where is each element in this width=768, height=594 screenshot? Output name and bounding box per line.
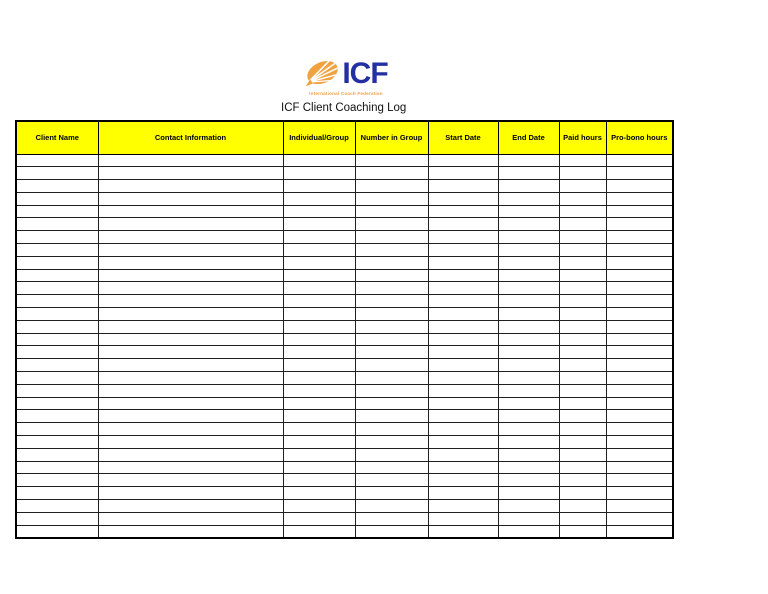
- table-cell: [98, 384, 283, 397]
- table-cell: [355, 192, 428, 205]
- table-row: [16, 333, 673, 346]
- table-cell: [559, 525, 606, 538]
- table-cell: [98, 461, 283, 474]
- table-cell: [606, 410, 673, 423]
- table-cell: [559, 500, 606, 513]
- table-cell: [606, 154, 673, 167]
- table-cell: [355, 500, 428, 513]
- table-cell: [498, 500, 559, 513]
- table-cell: [606, 218, 673, 231]
- table-cell: [355, 333, 428, 346]
- table-cell: [283, 448, 355, 461]
- table-cell: [355, 256, 428, 269]
- table-cell: [355, 525, 428, 538]
- table-cell: [16, 320, 98, 333]
- table-cell: [283, 192, 355, 205]
- table-row: [16, 410, 673, 423]
- table-row: [16, 295, 673, 308]
- table-cell: [606, 244, 673, 257]
- table-cell: [283, 167, 355, 180]
- table-cell: [283, 320, 355, 333]
- table-cell: [428, 256, 498, 269]
- page-title: ICF Client Coaching Log: [281, 102, 407, 114]
- table-cell: [428, 231, 498, 244]
- table-cell: [606, 359, 673, 372]
- table-cell: [428, 333, 498, 346]
- table-cell: [98, 167, 283, 180]
- table-cell: [355, 448, 428, 461]
- table-cell: [606, 256, 673, 269]
- table-cell: [283, 231, 355, 244]
- table-cell: [559, 244, 606, 257]
- table-cell: [98, 192, 283, 205]
- table-cell: [283, 256, 355, 269]
- table-cell: [428, 372, 498, 385]
- table-cell: [98, 423, 283, 436]
- table-cell: [16, 308, 98, 321]
- table-row: [16, 154, 673, 167]
- table-cell: [283, 461, 355, 474]
- table-cell: [606, 474, 673, 487]
- icf-logo-text: ICF: [342, 56, 388, 90]
- table-cell: [498, 218, 559, 231]
- table-cell: [98, 320, 283, 333]
- table-cell: [428, 410, 498, 423]
- table-row: [16, 436, 673, 449]
- table-row: [16, 487, 673, 500]
- table-cell: [428, 282, 498, 295]
- table-cell: [559, 218, 606, 231]
- table-cell: [498, 205, 559, 218]
- table-cell: [98, 154, 283, 167]
- table-cell: [355, 474, 428, 487]
- table-cell: [98, 448, 283, 461]
- table-cell: [16, 192, 98, 205]
- table-cell: [283, 372, 355, 385]
- table-row: [16, 372, 673, 385]
- table-cell: [559, 231, 606, 244]
- table-cell: [559, 423, 606, 436]
- table-cell: [355, 218, 428, 231]
- table-cell: [606, 436, 673, 449]
- table-cell: [428, 167, 498, 180]
- table-cell: [98, 256, 283, 269]
- table-cell: [559, 410, 606, 423]
- table-cell: [16, 231, 98, 244]
- table-cell: [428, 180, 498, 193]
- table-cell: [428, 384, 498, 397]
- table-cell: [283, 346, 355, 359]
- table-cell: [606, 295, 673, 308]
- table-cell: [98, 372, 283, 385]
- table-cell: [98, 512, 283, 525]
- table-cell: [498, 231, 559, 244]
- table-cell: [355, 423, 428, 436]
- table-cell: [16, 372, 98, 385]
- table-cell: [498, 448, 559, 461]
- table-row: [16, 448, 673, 461]
- table-cell: [606, 333, 673, 346]
- table-cell: [355, 397, 428, 410]
- table-cell: [283, 474, 355, 487]
- table-row: [16, 269, 673, 282]
- table-cell: [559, 167, 606, 180]
- table-cell: [498, 461, 559, 474]
- table-cell: [16, 295, 98, 308]
- icf-logo-row: [304, 57, 387, 90]
- table-cell: [98, 359, 283, 372]
- table-cell: [283, 512, 355, 525]
- table-cell: [283, 218, 355, 231]
- table-cell: [98, 346, 283, 359]
- table-cell: [498, 295, 559, 308]
- table-cell: [559, 269, 606, 282]
- table-cell: [428, 487, 498, 500]
- table-cell: [606, 525, 673, 538]
- table-cell: [355, 205, 428, 218]
- table-cell: [606, 308, 673, 321]
- table-cell: [498, 308, 559, 321]
- table-cell: [498, 512, 559, 525]
- coaching-log-tbody: [16, 154, 673, 538]
- table-row: [16, 180, 673, 193]
- table-cell: [16, 256, 98, 269]
- column-header-individual-group: Individual/Group: [283, 121, 355, 154]
- table-cell: [498, 333, 559, 346]
- table-cell: [283, 154, 355, 167]
- table-cell: [606, 180, 673, 193]
- table-cell: [98, 308, 283, 321]
- table-cell: [498, 256, 559, 269]
- table-cell: [559, 487, 606, 500]
- table-row: [16, 512, 673, 525]
- table-cell: [16, 500, 98, 513]
- table-cell: [283, 282, 355, 295]
- table-cell: [16, 180, 98, 193]
- table-cell: [498, 423, 559, 436]
- table-cell: [498, 180, 559, 193]
- table-cell: [283, 500, 355, 513]
- table-cell: [98, 282, 283, 295]
- table-cell: [98, 525, 283, 538]
- column-header-start-date: Start Date: [428, 121, 498, 154]
- table-cell: [498, 346, 559, 359]
- table-cell: [98, 410, 283, 423]
- table-cell: [559, 359, 606, 372]
- table-cell: [16, 167, 98, 180]
- table-cell: [428, 525, 498, 538]
- table-cell: [355, 359, 428, 372]
- table-cell: [606, 500, 673, 513]
- table-cell: [428, 244, 498, 257]
- table-cell: [98, 218, 283, 231]
- table-cell: [98, 487, 283, 500]
- table-cell: [16, 333, 98, 346]
- table-cell: [283, 384, 355, 397]
- table-row: [16, 346, 673, 359]
- icf-swoosh-icon: [304, 58, 341, 89]
- table-cell: [16, 154, 98, 167]
- table-cell: [606, 461, 673, 474]
- table-cell: [498, 397, 559, 410]
- table-cell: [283, 244, 355, 257]
- table-row: [16, 231, 673, 244]
- table-cell: [355, 320, 428, 333]
- table-cell: [283, 180, 355, 193]
- table-row: [16, 500, 673, 513]
- table-cell: [16, 474, 98, 487]
- column-header-end-date: End Date: [498, 121, 559, 154]
- table-cell: [498, 525, 559, 538]
- table-cell: [498, 359, 559, 372]
- table-cell: [559, 448, 606, 461]
- icf-logo: [303, 57, 389, 96]
- table-cell: [283, 436, 355, 449]
- table-cell: [428, 359, 498, 372]
- table-cell: [606, 167, 673, 180]
- table-cell: [559, 512, 606, 525]
- table-row: [16, 218, 673, 231]
- table-cell: [355, 487, 428, 500]
- table-cell: [428, 346, 498, 359]
- table-cell: [498, 244, 559, 257]
- table-row: [16, 474, 673, 487]
- table-cell: [98, 474, 283, 487]
- column-header-number-in-group: Number in Group: [355, 121, 428, 154]
- table-cell: [498, 487, 559, 500]
- header-row: [16, 121, 673, 154]
- table-cell: [606, 282, 673, 295]
- table-cell: [559, 461, 606, 474]
- table-cell: [355, 512, 428, 525]
- table-cell: [559, 436, 606, 449]
- table-cell: [428, 218, 498, 231]
- table-cell: [498, 372, 559, 385]
- table-cell: [16, 359, 98, 372]
- table-cell: [498, 192, 559, 205]
- table-cell: [498, 269, 559, 282]
- table-cell: [16, 282, 98, 295]
- column-header-contact-information: Contact Information: [98, 121, 283, 154]
- table-cell: [428, 320, 498, 333]
- table-row: [16, 167, 673, 180]
- table-cell: [98, 180, 283, 193]
- table-cell: [606, 372, 673, 385]
- table-cell: [16, 244, 98, 257]
- table-cell: [355, 346, 428, 359]
- table-cell: [283, 397, 355, 410]
- table-cell: [283, 205, 355, 218]
- table-cell: [355, 436, 428, 449]
- table-row: [16, 320, 673, 333]
- table-cell: [355, 180, 428, 193]
- table-cell: [283, 423, 355, 436]
- table-cell: [606, 205, 673, 218]
- table-cell: [98, 269, 283, 282]
- table-cell: [98, 333, 283, 346]
- table-cell: [428, 205, 498, 218]
- table-cell: [355, 167, 428, 180]
- table-cell: [283, 410, 355, 423]
- table-cell: [428, 397, 498, 410]
- table-row: [16, 461, 673, 474]
- table-cell: [355, 295, 428, 308]
- table-row: [16, 423, 673, 436]
- table-cell: [16, 346, 98, 359]
- table-row: [16, 244, 673, 257]
- table-cell: [606, 269, 673, 282]
- table-row: [16, 397, 673, 410]
- table-cell: [428, 461, 498, 474]
- table-row: [16, 525, 673, 538]
- table-row: [16, 282, 673, 295]
- table-cell: [498, 154, 559, 167]
- table-cell: [16, 436, 98, 449]
- icf-logo-tagline: International Coach Federation: [309, 91, 383, 96]
- table-cell: [559, 333, 606, 346]
- table-cell: [98, 231, 283, 244]
- table-cell: [606, 320, 673, 333]
- table-cell: [498, 320, 559, 333]
- table-cell: [16, 461, 98, 474]
- table-cell: [559, 205, 606, 218]
- table-cell: [606, 384, 673, 397]
- table-cell: [606, 397, 673, 410]
- table-cell: [559, 180, 606, 193]
- table-cell: [428, 269, 498, 282]
- table-cell: [283, 269, 355, 282]
- table-cell: [428, 500, 498, 513]
- table-cell: [498, 410, 559, 423]
- table-cell: [98, 244, 283, 257]
- table-cell: [283, 359, 355, 372]
- table-cell: [428, 423, 498, 436]
- coaching-log-table: [15, 120, 674, 539]
- table-row: [16, 384, 673, 397]
- table-cell: [498, 384, 559, 397]
- table-cell: [428, 308, 498, 321]
- table-cell: [428, 436, 498, 449]
- table-cell: [283, 333, 355, 346]
- table-cell: [559, 397, 606, 410]
- table-cell: [16, 448, 98, 461]
- table-cell: [559, 346, 606, 359]
- table-cell: [498, 474, 559, 487]
- table-cell: [355, 231, 428, 244]
- table-cell: [283, 487, 355, 500]
- table-cell: [355, 269, 428, 282]
- table-cell: [16, 525, 98, 538]
- table-cell: [98, 295, 283, 308]
- table-cell: [16, 205, 98, 218]
- table-cell: [559, 372, 606, 385]
- table-cell: [606, 192, 673, 205]
- table-cell: [355, 308, 428, 321]
- table-cell: [355, 282, 428, 295]
- table-cell: [606, 448, 673, 461]
- table-cell: [355, 372, 428, 385]
- table-cell: [283, 308, 355, 321]
- table-cell: [98, 436, 283, 449]
- table-row: [16, 256, 673, 269]
- table-cell: [16, 397, 98, 410]
- table-cell: [16, 423, 98, 436]
- table-cell: [428, 512, 498, 525]
- table-cell: [428, 448, 498, 461]
- table-cell: [559, 154, 606, 167]
- table-cell: [428, 474, 498, 487]
- table-row: [16, 308, 673, 321]
- table-cell: [16, 512, 98, 525]
- table-cell: [98, 397, 283, 410]
- column-header-client-name: Client Name: [16, 121, 98, 154]
- table-cell: [559, 384, 606, 397]
- table-cell: [16, 384, 98, 397]
- table-cell: [428, 154, 498, 167]
- table-row: [16, 205, 673, 218]
- table-cell: [283, 525, 355, 538]
- table-cell: [559, 282, 606, 295]
- table-cell: [559, 256, 606, 269]
- table-cell: [16, 487, 98, 500]
- table-cell: [98, 500, 283, 513]
- column-header-paid-hours: Paid hours: [559, 121, 606, 154]
- table-row: [16, 192, 673, 205]
- table-cell: [559, 192, 606, 205]
- table-cell: [355, 244, 428, 257]
- table-cell: [559, 474, 606, 487]
- table-cell: [16, 218, 98, 231]
- table-cell: [606, 346, 673, 359]
- table-cell: [428, 192, 498, 205]
- table-cell: [498, 282, 559, 295]
- table-cell: [498, 436, 559, 449]
- table-cell: [16, 269, 98, 282]
- column-header-pro-bono-hours: Pro-bono hours: [606, 121, 673, 154]
- table-cell: [355, 410, 428, 423]
- table-cell: [559, 320, 606, 333]
- table-row: [16, 359, 673, 372]
- table-cell: [606, 487, 673, 500]
- table-cell: [606, 231, 673, 244]
- table-cell: [16, 410, 98, 423]
- table-cell: [559, 308, 606, 321]
- table-cell: [283, 295, 355, 308]
- table-cell: [498, 167, 559, 180]
- table-cell: [98, 205, 283, 218]
- table-cell: [355, 154, 428, 167]
- table-cell: [355, 384, 428, 397]
- table-cell: [559, 295, 606, 308]
- table-cell: [355, 461, 428, 474]
- table-cell: [606, 512, 673, 525]
- table-cell: [606, 423, 673, 436]
- table-cell: [428, 295, 498, 308]
